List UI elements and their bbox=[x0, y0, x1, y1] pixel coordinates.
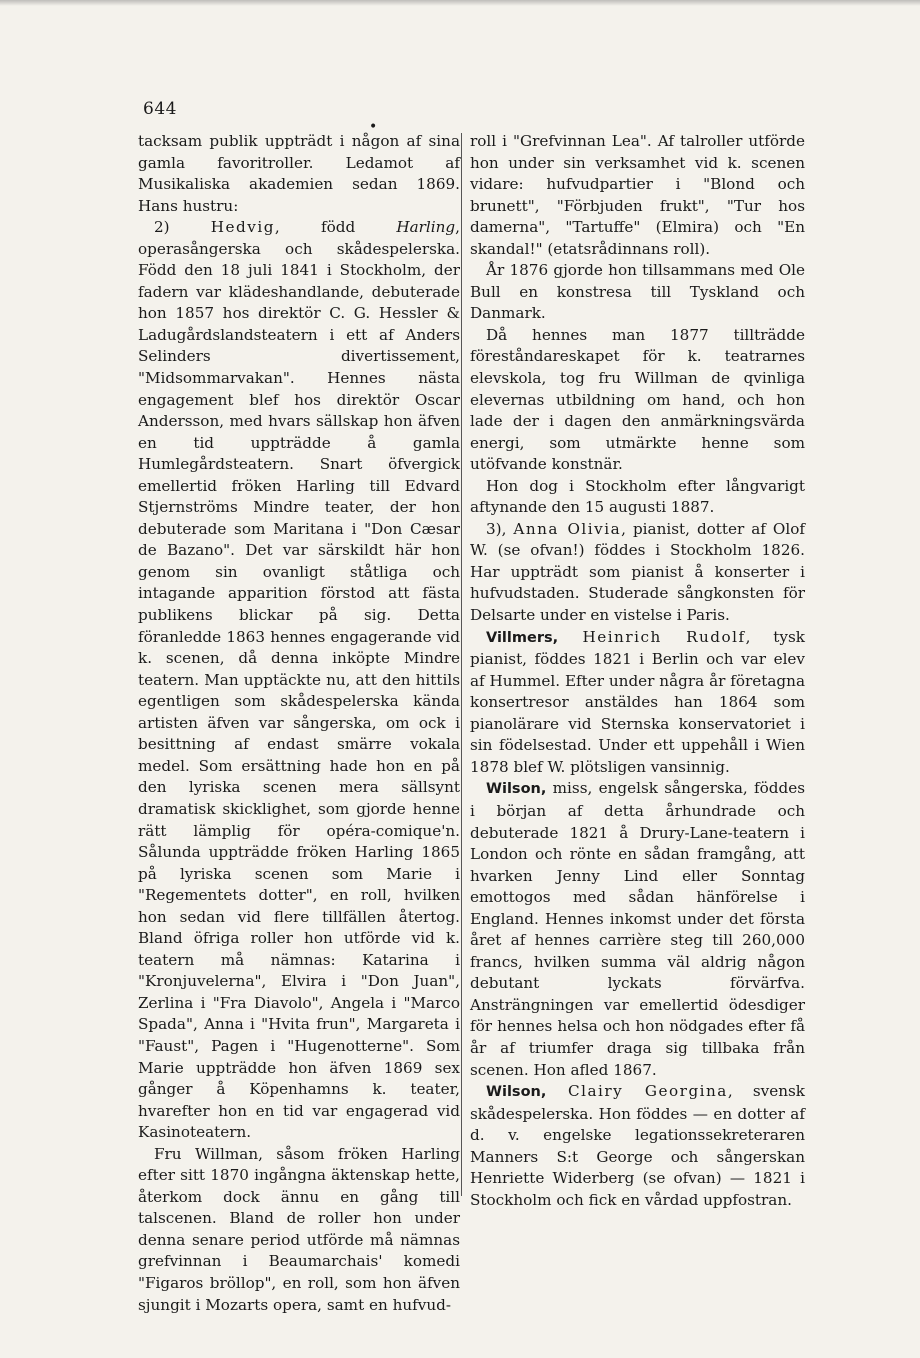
print-mark: • bbox=[369, 119, 378, 135]
page-number: 644 bbox=[143, 99, 177, 119]
text-run: , född bbox=[274, 218, 397, 237]
text-run: , tysk pianist, föddes 1821 i Berlin och var elev af Hummel. Efter under några år företagna konsertresor anstäldes han 1864 som pianolärare vid Sternska konservatoriet i sin födelsestad. Under ett uppehåll i Wien 1878 blef W. plötsligen vansinnig. bbox=[470, 627, 805, 776]
paragraph: tacksam publik uppträdt i någon af sina gamla favoritroller. Ledamot af Musikaliska akademien sedan 1869. Hans hustru: bbox=[138, 132, 460, 215]
entry-name: Clairy Georgina bbox=[546, 1082, 728, 1101]
text-run: , svensk skådespelerska. Hon föddes — en dotter af d. v. engelske legationssekreteraren Manners S:t George och sångerskan Henriette Widerberg (se ofvan) — 1821 i Stockholm och fick en vårdad uppfostran. bbox=[470, 1082, 806, 1209]
paragraph: Hon dog i Stockholm efter långvarigt aftynande den 15 augusti 1887. bbox=[470, 476, 805, 517]
paragraph bbox=[470, 519, 805, 627]
entry-name: Heinrich Rudolf bbox=[558, 627, 746, 646]
paragraph: År 1876 gjorde hon tillsammans med Ole Bull en konstresa till Tyskland och Danmark. bbox=[470, 261, 805, 323]
entry-headword: Wilson, bbox=[486, 1084, 547, 1101]
entry-headword: Wilson, bbox=[486, 781, 547, 798]
entry-villmers bbox=[470, 627, 805, 779]
text-run: miss, engelsk sångerska, föddes i början af detta århundrade och debuterade 1821 å Drury-Lane-teatern i London och rönte en sådan framgång, att hvarken Jenny Lind eller Sonntag emottogos med sådan hänförelse i England. Hennes inkomst under det första året af hennes carrière steg till 260,000 francs, hvilken summa väl aldrig någon debutant lyckats förvärfva. Ansträngningen var emellertid ödesdiger för hennes helsa och hon nödgades efter få år af triumfer draga sig tillbaka från scenen. Hon afled 1867. bbox=[470, 779, 805, 1079]
scan-edge bbox=[0, 0, 920, 6]
entry-wilson-clairy bbox=[470, 1081, 805, 1211]
text-run: , pianist, dotter af Olof W. (se ofvan!) föddes i Stockholm 1826. Har uppträdt som pianist å konserter i hufvudstaden. Studerade sångkonsten för Delsarte under en vistelse i Paris. bbox=[470, 519, 805, 625]
text-run: , operasångerska och skådespelerska. Född den 18 juli 1841 i Stockholm, der fadern var klädeshandlande, debuterade hon 1857 hos direktör C. G. Hessler & Ladugårdslandsteatern i ett af Anders Selinders divertissement, "Midsommarvakan". Hennes nästa engagement blef hos direktör Oscar Andersson, med hvars sällskap hon äfven en tid uppträdde å gamla Humlegårdsteatern. Snart öfvergick emellertid fröken Harling till Edvard Stjernströms Mindre teater, der hon debuterade som Maritana i "Don Cæsar de Bazano". Det var särskildt här hon genom sin ovanligt ståtliga och intagande apparition förstod att fästa publikens blickar på sig. Detta föranledde 1863 hennes engagerande vid k. scenen, då denna inköpte Mindre teatern. Man upptäckte nu, att den hittils egentligen som skådespelerska kända artisten äfven var sångerska, om ock i besittning af endast smärre vokala medel. Som ersättning hade hon en på den lyriska scenen mera sällsynt dramatisk skicklighet, som gjorde henne rätt lämplig för opéra-comique'n. Sålunda uppträdde fröken Harling 1865 på lyriska scenen som Marie i "Regementets dotter", en roll, hvilken hon sedan vid flere tillfällen återtog. Bland öfriga roller hon utförde vid k. teatern må nämnas: Katarina i "Kronjuvelerna", Elvira i "Don Juan", Zerlina i "Fra Diavolo", Angela i "Marco Spada", Anna i "Hvita frun", Margareta i "Faust", Pagen i "Hugenotterne". Som Marie uppträdde hon äfven 1869 sex gånger å Köpenhamns k. teater, hvarefter hon en tid var engagerad vid Kasinoteatern. bbox=[138, 218, 460, 1142]
paragraph bbox=[138, 217, 460, 1144]
paragraph: Då hennes man 1877 tillträdde föreståndareskapet för k. teatrarnes elevskola, tog fru Willman de qvinliga elevernas utbildning om hand, och hon lade der i dagen den anmärkningsvärda energi, som utmärkte henne som utöfvande konstnär. bbox=[470, 325, 805, 474]
entry-number: 2) bbox=[154, 218, 211, 237]
right-column bbox=[470, 131, 805, 1211]
entry-headword: Villmers, bbox=[486, 629, 559, 646]
entry-wilson-miss bbox=[470, 778, 805, 1081]
entry-name: Hedvig bbox=[210, 218, 275, 237]
entry-number: 3), bbox=[486, 519, 514, 538]
column-divider bbox=[461, 133, 462, 1196]
maiden-name: Harling bbox=[396, 218, 456, 237]
entry-name: Anna Olivia bbox=[513, 519, 622, 538]
left-column bbox=[138, 131, 460, 1316]
paragraph: roll i "Grefvinnan Lea". Af talroller utförde hon under sin verksamhet vid k. scenen vidare: hufvudpartier i "Blond och brunett", "Förbjuden frukt", "Tur hos damerna", "Tartuffe" (Elmira) och "En skandal!" (etatsrådinnans roll). bbox=[470, 132, 805, 258]
paragraph: Fru Willman, såsom fröken Harling efter sitt 1870 ingångna äktenskap hette, återkom dock ännu en gång till talscenen. Bland de roller hon under denna senare period utförde må nämnas grefvinnan i Beaumarchais' komedi "Figaros bröllop", en roll, som hon äfven sjungit i Mozarts opera, samt en hufvud- bbox=[138, 1144, 460, 1314]
